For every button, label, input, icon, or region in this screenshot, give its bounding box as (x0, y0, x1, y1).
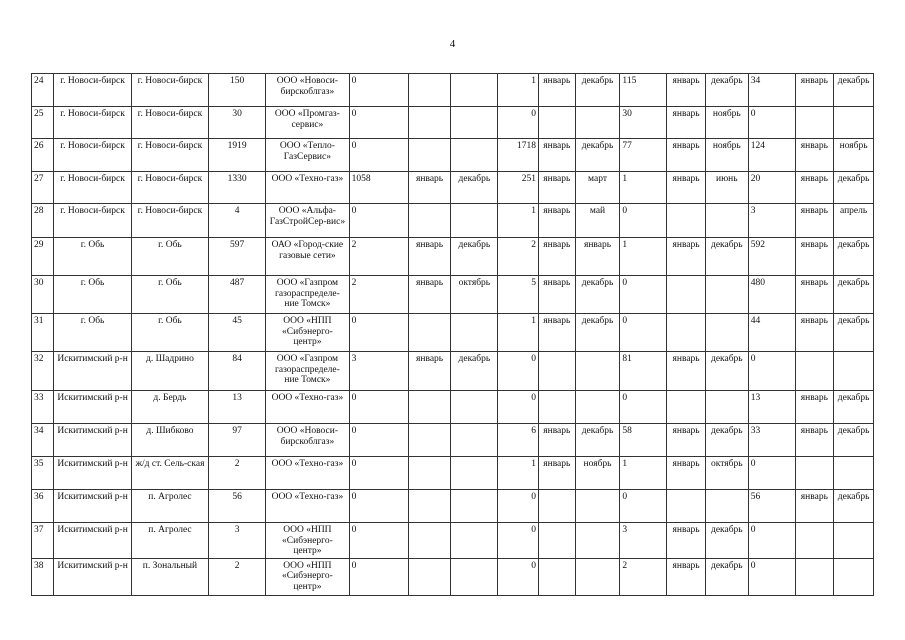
total-count-cell: 45 (209, 314, 266, 352)
stage4-start-month (795, 558, 834, 595)
stage1-end-month: декабрь (451, 172, 498, 204)
total-count-cell: 597 (209, 238, 266, 276)
table-row (32, 523, 874, 559)
stage1-start-month (408, 558, 451, 595)
stage1-start-month (408, 457, 451, 490)
stage4-start-month (795, 107, 834, 139)
stage2-count-cell: 0 (498, 523, 539, 559)
stage2-end-month (575, 107, 620, 139)
table-row (32, 352, 874, 391)
stage3-end-month: декабрь (705, 74, 748, 107)
district-cell: Искитимский р-н (54, 558, 131, 595)
organization-cell: ООО «Новоси-бирскоблгаз» (266, 424, 349, 457)
stage1-count-cell: 0 (349, 139, 408, 172)
stage2-start-month: январь (538, 204, 575, 238)
stage3-count-cell: 3 (620, 523, 667, 559)
stage2-start-month: январь (538, 276, 575, 314)
organization-cell: ООО «Альфа-ГазСтройСер-вис» (266, 204, 349, 238)
stage1-start-month (408, 107, 451, 139)
stage4-count-cell: 33 (748, 424, 795, 457)
district-cell: Искитимский р-н (54, 457, 131, 490)
stage3-end-month: декабрь (705, 352, 748, 391)
total-count-cell: 1330 (209, 172, 266, 204)
stage3-end-month (705, 391, 748, 424)
stage3-count-cell: 0 (620, 490, 667, 523)
stage3-count-cell: 0 (620, 276, 667, 314)
stage3-start-month: январь (667, 558, 706, 595)
stage2-end-month: декабрь (575, 74, 620, 107)
stage2-count-cell: 0 (498, 352, 539, 391)
stage2-count-cell: 0 (498, 490, 539, 523)
stage2-count-cell: 0 (498, 558, 539, 595)
stage1-count-cell: 2 (349, 238, 408, 276)
stage1-start-month: январь (408, 238, 451, 276)
district-cell: г. Обь (54, 276, 131, 314)
settlement-cell: г. Новоси-бирск (131, 204, 208, 238)
stage4-end-month: декабрь (834, 172, 874, 204)
district-cell: Искитимский р-н (54, 391, 131, 424)
stage2-end-month: декабрь (575, 276, 620, 314)
organization-cell: ООО «Техно-газ» (266, 457, 349, 490)
organization-cell: ООО «Техно-газ» (266, 490, 349, 523)
stage1-end-month (451, 558, 498, 595)
stage3-start-month: январь (667, 457, 706, 490)
settlement-cell: д. Шибково (131, 424, 208, 457)
table-row (32, 204, 874, 238)
stage3-count-cell: 1 (620, 238, 667, 276)
stage3-end-month: декабрь (705, 523, 748, 559)
stage3-start-month: январь (667, 172, 706, 204)
stage2-count-cell: 5 (498, 276, 539, 314)
total-count-cell: 2 (209, 558, 266, 595)
stage3-end-month: ноябрь (705, 107, 748, 139)
stage3-start-month (667, 314, 706, 352)
table-row (32, 490, 874, 523)
stage4-start-month (795, 352, 834, 391)
district-cell: г. Новоси-бирск (54, 204, 131, 238)
total-count-cell: 56 (209, 490, 266, 523)
stage2-end-month (575, 558, 620, 595)
stage2-count-cell: 1 (498, 74, 539, 107)
stage2-start-month (538, 352, 575, 391)
settlement-cell: д. Шадрино (131, 352, 208, 391)
stage1-start-month: январь (408, 276, 451, 314)
stage1-start-month (408, 139, 451, 172)
stage3-end-month (705, 314, 748, 352)
stage4-start-month: январь (795, 424, 834, 457)
district-cell: Искитимский р-н (54, 490, 131, 523)
gasification-table (31, 73, 874, 596)
settlement-cell: г. Обь (131, 276, 208, 314)
stage4-count-cell: 480 (748, 276, 795, 314)
stage1-end-month (451, 107, 498, 139)
stage1-count-cell: 0 (349, 558, 408, 595)
stage4-count-cell: 0 (748, 107, 795, 139)
row-number: 26 (32, 139, 54, 172)
district-cell: г. Новоси-бирск (54, 74, 131, 107)
organization-cell: ООО «Газпром газораспределе-ние Томск» (266, 352, 349, 391)
stage1-end-month (451, 424, 498, 457)
settlement-cell: д. Бердь (131, 391, 208, 424)
stage2-count-cell: 1718 (498, 139, 539, 172)
stage2-start-month (538, 107, 575, 139)
stage4-start-month: январь (795, 139, 834, 172)
row-number: 35 (32, 457, 54, 490)
stage3-count-cell: 58 (620, 424, 667, 457)
stage4-count-cell: 124 (748, 139, 795, 172)
stage2-start-month: январь (538, 238, 575, 276)
stage2-end-month (575, 352, 620, 391)
stage2-count-cell: 251 (498, 172, 539, 204)
stage4-count-cell: 0 (748, 352, 795, 391)
stage1-end-month (451, 391, 498, 424)
stage3-start-month (667, 490, 706, 523)
stage3-start-month (667, 391, 706, 424)
stage4-end-month (834, 457, 874, 490)
stage4-end-month: декабрь (834, 391, 874, 424)
stage3-end-month: декабрь (705, 558, 748, 595)
stage1-end-month (451, 74, 498, 107)
stage3-count-cell: 30 (620, 107, 667, 139)
total-count-cell: 13 (209, 391, 266, 424)
stage1-end-month (451, 204, 498, 238)
row-number: 32 (32, 352, 54, 391)
row-number: 25 (32, 107, 54, 139)
stage4-count-cell: 56 (748, 490, 795, 523)
stage1-count-cell: 0 (349, 424, 408, 457)
stage3-count-cell: 81 (620, 352, 667, 391)
stage4-start-month: январь (795, 204, 834, 238)
stage1-start-month (408, 74, 451, 107)
stage2-end-month: декабрь (575, 424, 620, 457)
settlement-cell: п. Агролес (131, 523, 208, 559)
stage3-start-month: январь (667, 139, 706, 172)
stage2-start-month (538, 558, 575, 595)
stage1-count-cell: 0 (349, 391, 408, 424)
table-row (32, 276, 874, 314)
district-cell: Искитимский р-н (54, 352, 131, 391)
stage1-end-month (451, 490, 498, 523)
stage1-count-cell: 0 (349, 490, 408, 523)
district-cell: г. Новоси-бирск (54, 107, 131, 139)
stage1-start-month: январь (408, 352, 451, 391)
stage3-count-cell: 0 (620, 204, 667, 238)
organization-cell: ООО «НПП «Сибэнерго-центр» (266, 314, 349, 352)
stage1-count-cell: 3 (349, 352, 408, 391)
stage4-count-cell: 20 (748, 172, 795, 204)
organization-cell: ОАО «Город-ские газовые сети» (266, 238, 349, 276)
table-row (32, 74, 874, 107)
stage3-count-cell: 0 (620, 314, 667, 352)
stage2-end-month (575, 391, 620, 424)
stage4-start-month (795, 457, 834, 490)
stage3-end-month: ноябрь (705, 139, 748, 172)
stage4-end-month: апрель (834, 204, 874, 238)
stage2-end-month (575, 490, 620, 523)
stage4-count-cell: 44 (748, 314, 795, 352)
table-row (32, 558, 874, 595)
stage2-count-cell: 1 (498, 314, 539, 352)
settlement-cell: г. Новоси-бирск (131, 107, 208, 139)
stage1-count-cell: 0 (349, 74, 408, 107)
stage2-count-cell: 6 (498, 424, 539, 457)
stage2-start-month: январь (538, 314, 575, 352)
stage1-start-month (408, 424, 451, 457)
stage2-count-cell: 1 (498, 457, 539, 490)
stage4-count-cell: 0 (748, 457, 795, 490)
organization-cell: ООО «Тепло-ГазСервис» (266, 139, 349, 172)
stage1-end-month (451, 139, 498, 172)
total-count-cell: 4 (209, 204, 266, 238)
total-count-cell: 2 (209, 457, 266, 490)
stage3-start-month: январь (667, 424, 706, 457)
stage1-start-month (408, 314, 451, 352)
organization-cell: ООО «Газпром газораспределе-ние Томск» (266, 276, 349, 314)
stage3-start-month: январь (667, 74, 706, 107)
stage4-count-cell: 592 (748, 238, 795, 276)
row-number: 33 (32, 391, 54, 424)
stage2-end-month: март (575, 172, 620, 204)
organization-cell: ООО «НПП «Сибэнерго-центр» (266, 558, 349, 595)
stage4-count-cell: 0 (748, 523, 795, 559)
row-number: 24 (32, 74, 54, 107)
stage3-count-cell: 1 (620, 172, 667, 204)
row-number: 29 (32, 238, 54, 276)
table-row (32, 424, 874, 457)
table-row (32, 238, 874, 276)
stage3-end-month: октябрь (705, 457, 748, 490)
row-number: 28 (32, 204, 54, 238)
stage4-end-month: ноябрь (834, 139, 874, 172)
stage2-end-month (575, 523, 620, 559)
stage4-end-month (834, 558, 874, 595)
settlement-cell: г. Новоси-бирск (131, 139, 208, 172)
stage4-end-month: декабрь (834, 238, 874, 276)
total-count-cell: 1919 (209, 139, 266, 172)
settlement-cell: п. Зональный (131, 558, 208, 595)
stage4-count-cell: 13 (748, 391, 795, 424)
stage3-start-month: январь (667, 352, 706, 391)
stage1-start-month (408, 391, 451, 424)
stage4-end-month (834, 523, 874, 559)
stage3-count-cell: 1 (620, 457, 667, 490)
stage3-end-month (705, 204, 748, 238)
stage4-start-month: январь (795, 314, 834, 352)
stage4-start-month: январь (795, 276, 834, 314)
stage1-count-cell: 0 (349, 314, 408, 352)
stage3-count-cell: 0 (620, 391, 667, 424)
stage3-end-month: декабрь (705, 424, 748, 457)
stage4-start-month: январь (795, 74, 834, 107)
stage1-count-cell: 0 (349, 523, 408, 559)
page-number: 4 (449, 38, 456, 50)
organization-cell: ООО «Техно-газ» (266, 172, 349, 204)
organization-cell: ООО «НПП «Сибэнерго-центр» (266, 523, 349, 559)
stage1-count-cell: 0 (349, 204, 408, 238)
stage1-start-month (408, 523, 451, 559)
stage2-end-month: январь (575, 238, 620, 276)
district-cell: г. Обь (54, 238, 131, 276)
settlement-cell: г. Обь (131, 238, 208, 276)
stage1-end-month: октябрь (451, 276, 498, 314)
stage4-start-month: январь (795, 172, 834, 204)
row-number: 27 (32, 172, 54, 204)
total-count-cell: 487 (209, 276, 266, 314)
stage4-end-month: декабрь (834, 74, 874, 107)
stage1-count-cell: 2 (349, 276, 408, 314)
total-count-cell: 84 (209, 352, 266, 391)
settlement-cell: ж/д ст. Сель-ская (131, 457, 208, 490)
stage2-start-month (538, 391, 575, 424)
stage4-start-month: январь (795, 490, 834, 523)
stage1-end-month: декабрь (451, 352, 498, 391)
table-row (32, 314, 874, 352)
stage4-end-month: декабрь (834, 424, 874, 457)
settlement-cell: г. Обь (131, 314, 208, 352)
settlement-cell: г. Новоси-бирск (131, 74, 208, 107)
stage2-count-cell: 0 (498, 391, 539, 424)
stage3-start-month (667, 204, 706, 238)
district-cell: Искитимский р-н (54, 424, 131, 457)
organization-cell: ООО «Промгаз-сервис» (266, 107, 349, 139)
stage3-start-month: январь (667, 523, 706, 559)
table-row (32, 457, 874, 490)
stage1-start-month (408, 490, 451, 523)
stage3-count-cell: 77 (620, 139, 667, 172)
stage4-end-month (834, 352, 874, 391)
organization-cell: ООО «Техно-газ» (266, 391, 349, 424)
stage3-end-month: декабрь (705, 238, 748, 276)
stage4-start-month: январь (795, 238, 834, 276)
row-number: 34 (32, 424, 54, 457)
stage1-count-cell: 0 (349, 457, 408, 490)
stage2-start-month: январь (538, 74, 575, 107)
stage4-end-month: декабрь (834, 276, 874, 314)
stage2-start-month: январь (538, 172, 575, 204)
total-count-cell: 30 (209, 107, 266, 139)
stage2-end-month: декабрь (575, 139, 620, 172)
stage3-start-month (667, 276, 706, 314)
row-number: 38 (32, 558, 54, 595)
stage3-end-month (705, 276, 748, 314)
settlement-cell: г. Новоси-бирск (131, 172, 208, 204)
total-count-cell: 150 (209, 74, 266, 107)
stage3-start-month: январь (667, 107, 706, 139)
district-cell: г. Обь (54, 314, 131, 352)
stage4-count-cell: 34 (748, 74, 795, 107)
total-count-cell: 3 (209, 523, 266, 559)
stage3-count-cell: 2 (620, 558, 667, 595)
stage1-end-month (451, 523, 498, 559)
stage4-start-month (795, 523, 834, 559)
stage4-count-cell: 3 (748, 204, 795, 238)
stage1-end-month: декабрь (451, 238, 498, 276)
stage3-end-month: июнь (705, 172, 748, 204)
stage4-start-month: январь (795, 391, 834, 424)
stage2-start-month: январь (538, 424, 575, 457)
row-number: 31 (32, 314, 54, 352)
row-number: 36 (32, 490, 54, 523)
total-count-cell: 97 (209, 424, 266, 457)
stage4-end-month (834, 107, 874, 139)
stage1-count-cell: 1058 (349, 172, 408, 204)
table-row (32, 391, 874, 424)
stage2-start-month: январь (538, 457, 575, 490)
stage2-end-month: декабрь (575, 314, 620, 352)
stage3-count-cell: 115 (620, 74, 667, 107)
district-cell: г. Новоси-бирск (54, 139, 131, 172)
stage1-end-month (451, 457, 498, 490)
stage2-start-month (538, 523, 575, 559)
organization-cell: ООО «Новоси-бирскоблгаз» (266, 74, 349, 107)
stage1-count-cell: 0 (349, 107, 408, 139)
stage2-count-cell: 1 (498, 204, 539, 238)
table-row (32, 172, 874, 204)
district-cell: г. Новоси-бирск (54, 172, 131, 204)
stage1-start-month (408, 204, 451, 238)
stage3-end-month (705, 490, 748, 523)
stage4-count-cell: 0 (748, 558, 795, 595)
table-row (32, 139, 874, 172)
stage2-start-month (538, 490, 575, 523)
row-number: 37 (32, 523, 54, 559)
stage2-end-month: май (575, 204, 620, 238)
district-cell: Искитимский р-н (54, 523, 131, 559)
stage2-start-month: январь (538, 139, 575, 172)
stage2-count-cell: 2 (498, 238, 539, 276)
stage3-start-month: январь (667, 238, 706, 276)
stage1-end-month (451, 314, 498, 352)
table-row (32, 107, 874, 139)
row-number: 30 (32, 276, 54, 314)
stage4-end-month: декабрь (834, 490, 874, 523)
settlement-cell: п. Агролес (131, 490, 208, 523)
stage4-end-month: декабрь (834, 314, 874, 352)
stage2-count-cell: 0 (498, 107, 539, 139)
stage1-start-month: январь (408, 172, 451, 204)
stage2-end-month: ноябрь (575, 457, 620, 490)
